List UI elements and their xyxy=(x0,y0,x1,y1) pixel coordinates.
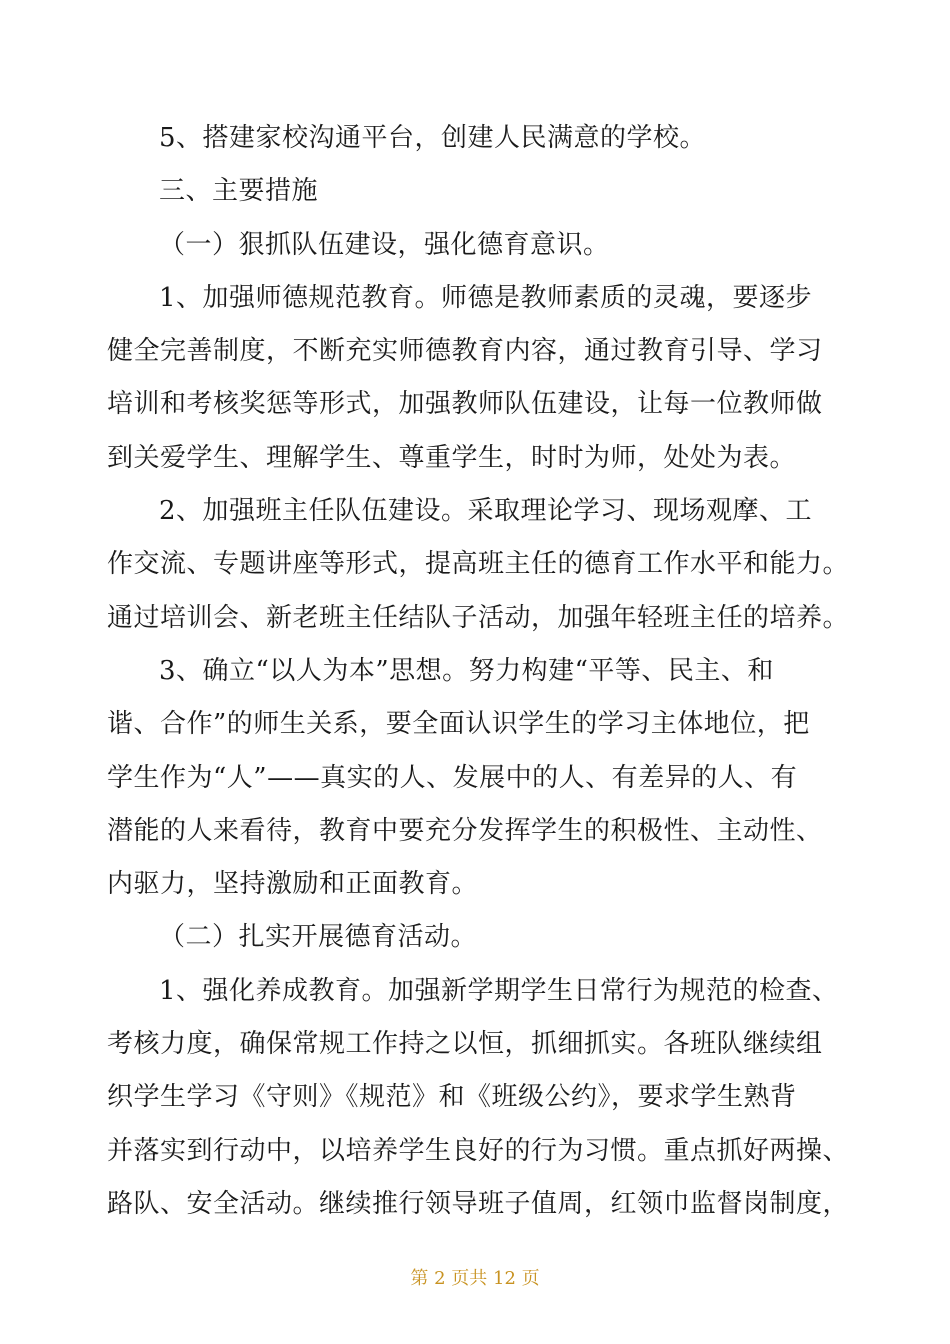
text-line: 3、确立“以人为本”思想。努力构建“平等、民主、和 xyxy=(159,655,774,686)
text-line: 作交流、专题讲座等形式，提高班主任的德育工作水平和能力。 xyxy=(107,549,850,580)
text-line: 健全完善制度，不断充实师德教育内容，通过教育引导、学习 xyxy=(107,336,823,367)
text-line: 路队、安全活动。继续推行领导班子值周，红领巾监督岗制度， xyxy=(107,1188,850,1219)
text-line: （一）狠抓队伍建设，强化德育意识。 xyxy=(159,229,610,260)
text-line: 潜能的人来看待，教育中要充分发挥学生的积极性、主动性、 xyxy=(107,815,823,846)
text-line: 内驱力，坚持激励和正面教育。 xyxy=(107,869,479,900)
text-line: 到关爱学生、理解学生、尊重学生，时时为师，处处为表。 xyxy=(107,442,797,473)
text-line: （二）扎实开展德育活动。 xyxy=(159,922,478,953)
text-line: 培训和考核奖惩等形式，加强教师队伍建设，让每一位教师做 xyxy=(107,389,823,420)
text-line: 5、搭建家校沟通平台，创建人民满意的学校。 xyxy=(159,123,707,153)
text-line: 2、加强班主任队伍建设。采取理论学习、现场观摩、工 xyxy=(159,496,813,527)
text-line: 考核力度，确保常规工作持之以恒，抓细抓实。各班队继续组 xyxy=(107,1029,823,1060)
text-line: 织学生学习《守则》《规范》和《班级公约》，要求学生熟背 xyxy=(107,1082,797,1113)
text-line: 谐、合作”的师生关系，要全面认识学生的学习主体地位，把 xyxy=(107,709,810,740)
text-line: 通过培训会、新老班主任结队子活动，加强年轻班主任的培养。 xyxy=(107,602,850,633)
page-footer: 第 2 页共 12 页 xyxy=(410,1268,540,1289)
text-line: 学生作为“人”——真实的人、发展中的人、有差异的人、有 xyxy=(107,762,798,793)
document-body xyxy=(107,112,859,1231)
text-line: 三、主要措施 xyxy=(159,176,319,207)
text-line: 1、强化养成教育。加强新学期学生日常行为规范的检查、 xyxy=(159,975,839,1006)
text-line: 并落实到行动中，以培养学生良好的行为习惯。重点抓好两操、 xyxy=(107,1135,850,1166)
text-line: 1、加强师德规范教育。师德是教师素质的灵魂，要逐步 xyxy=(159,282,813,313)
